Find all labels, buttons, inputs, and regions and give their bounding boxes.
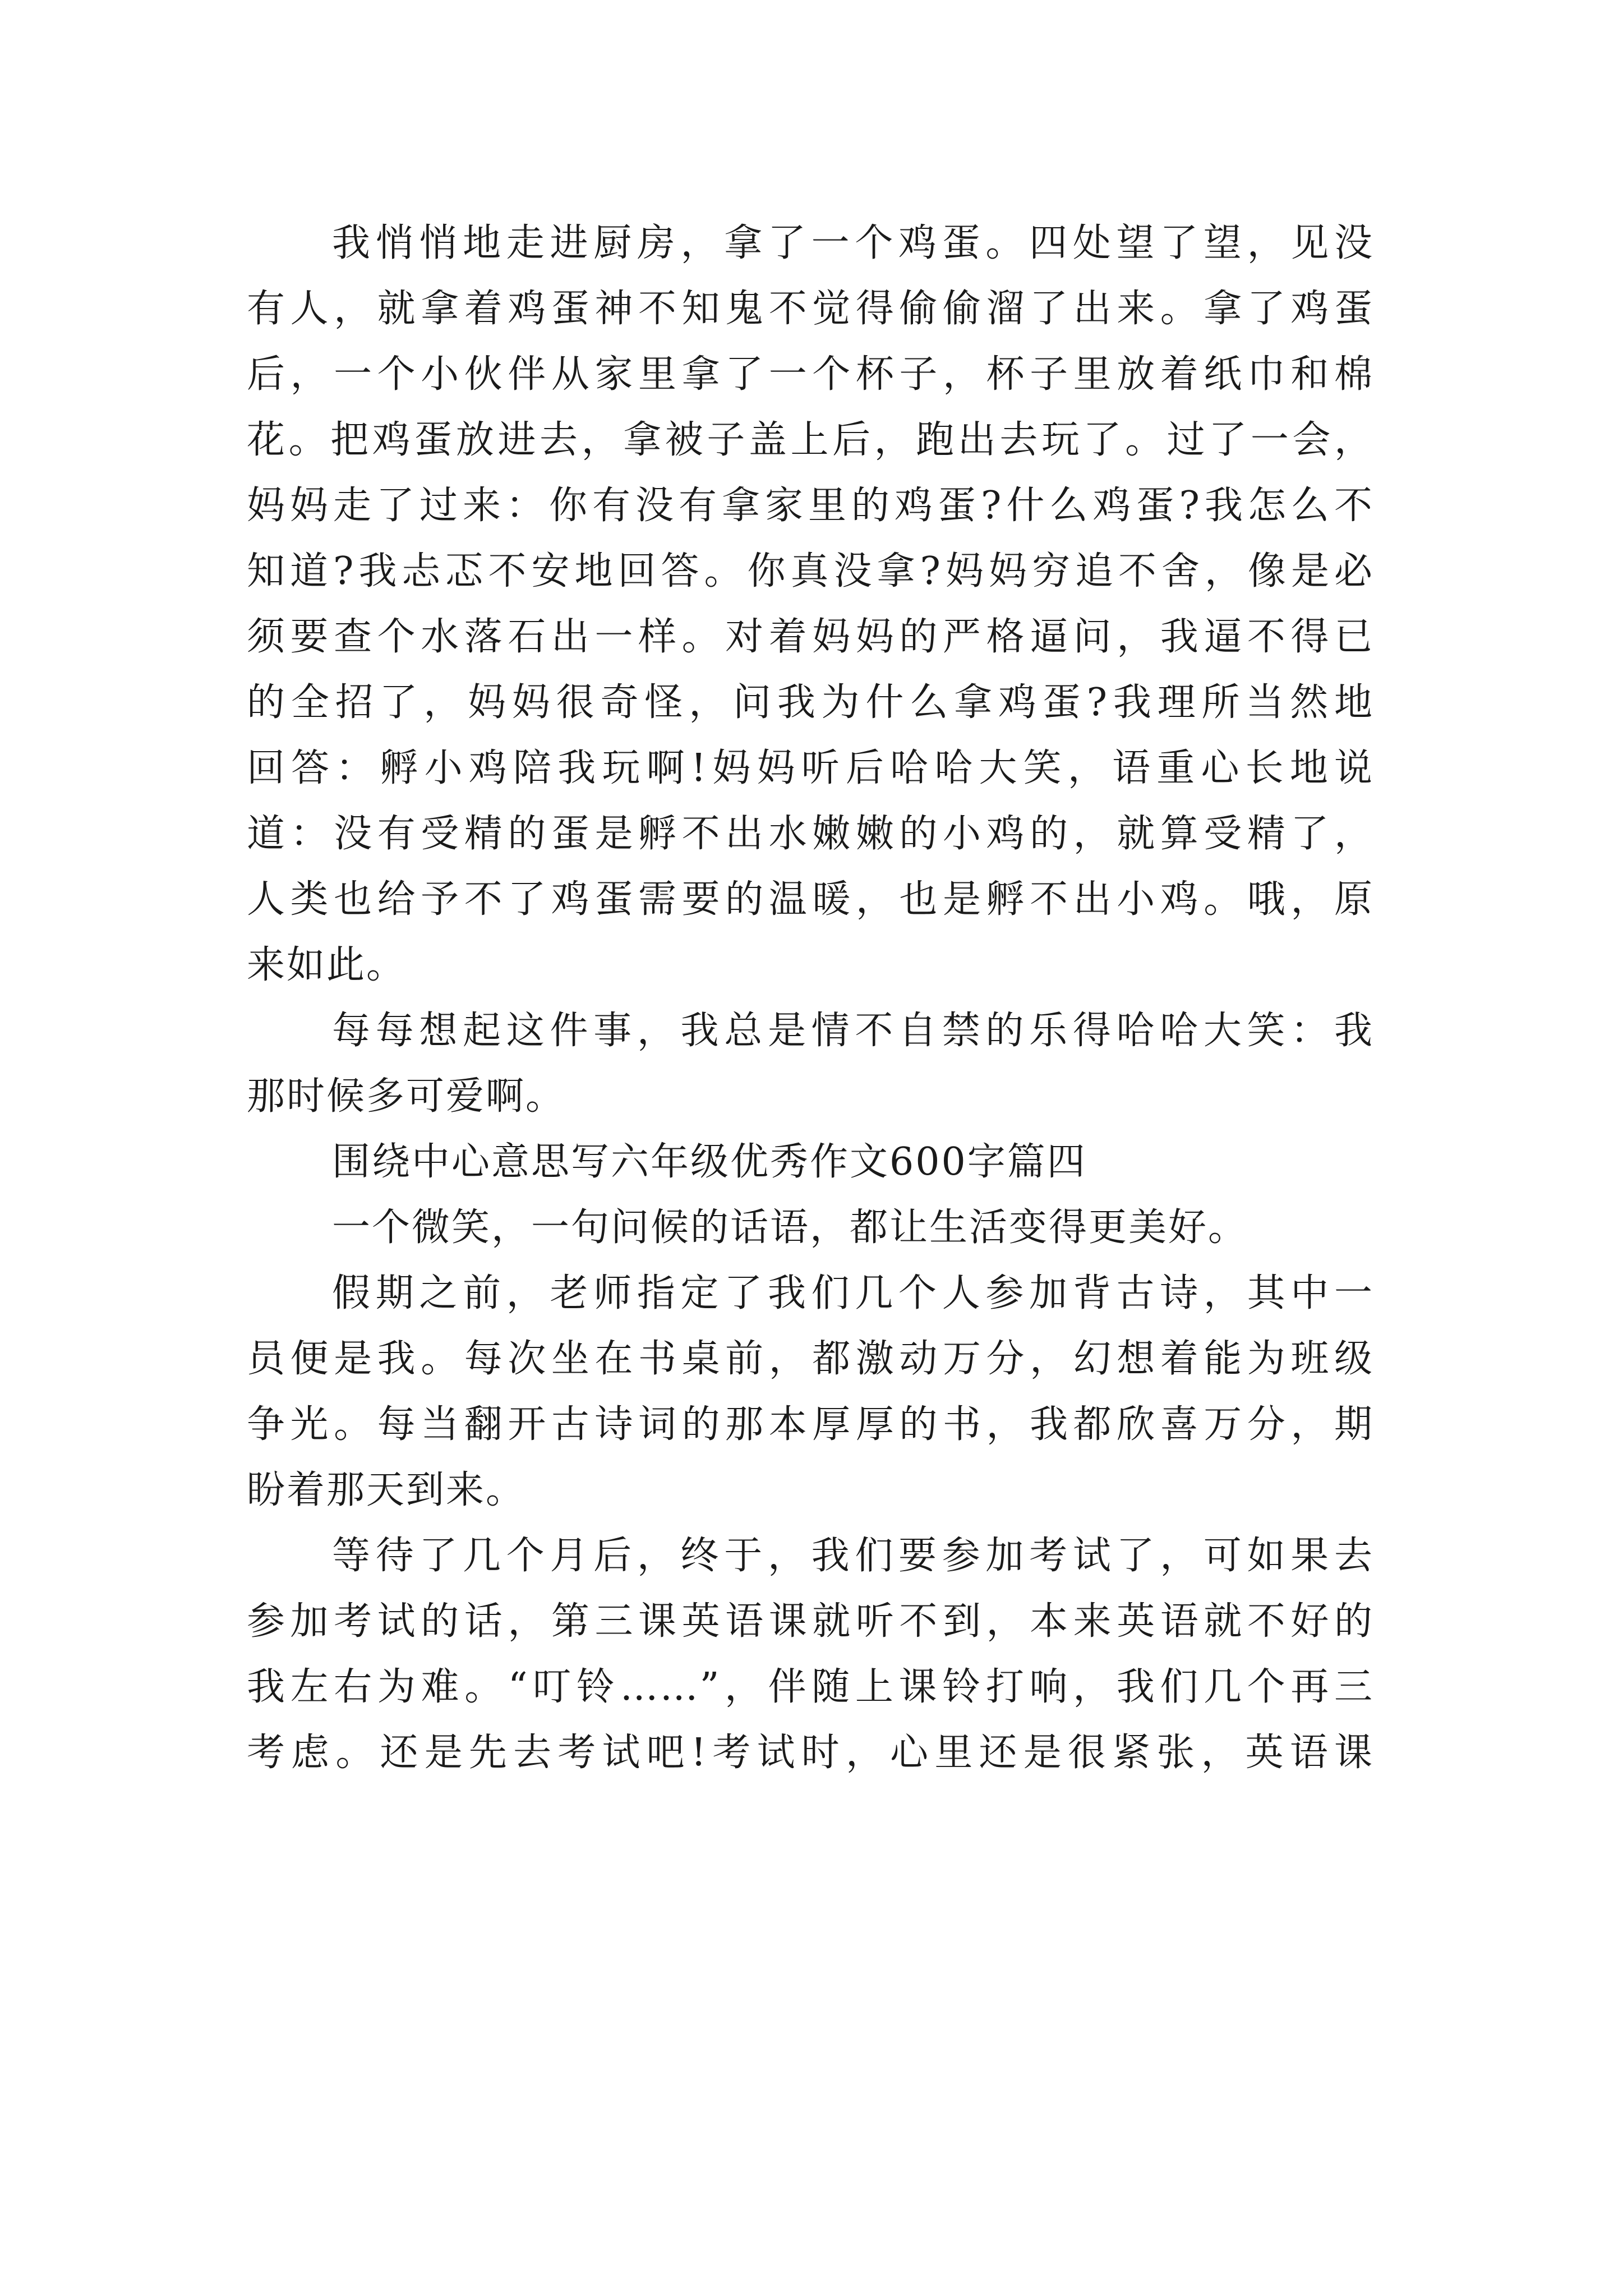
paragraph-line: 假期之前，老师指定了我们几个人参加背古诗，其中一 (332, 1271, 1374, 1315)
paragraph-line: 回答：孵小鸡陪我玩啊!妈妈听后哈哈大笑，语重心长地说 (247, 746, 1374, 790)
paragraph-line: 妈妈走了过来：你有没有拿家里的鸡蛋?什么鸡蛋?我怎么不 (247, 484, 1374, 528)
paragraph-line: 后，一个小伙伴从家里拿了一个杯子，杯子里放着纸巾和棉 (247, 352, 1374, 397)
paragraph-line: 道：没有受精的蛋是孵不出水嫩嫩的小鸡的，就算受精了， (247, 812, 1374, 856)
paragraph-line: 参加考试的话，第三课英语课就听不到，本来英语就不好的 (247, 1599, 1374, 1644)
paragraph-line: 一个微笑，一句问候的话语，都让生活变得更美好。 (332, 1205, 1248, 1250)
paragraph-line: 的全招了，妈妈很奇怪，问我为什么拿鸡蛋?我理所当然地 (247, 680, 1374, 725)
paragraph-line: 我左右为难。“叮铃……”，伴随上课铃打响，我们几个再三 (247, 1665, 1374, 1709)
paragraph-line: 花。把鸡蛋放进去，拿被子盖上后，跑出去玩了。过了一会， (247, 418, 1374, 462)
paragraph-line: 等待了几个月后，终于，我们要参加考试了，可如果去 (332, 1534, 1374, 1578)
paragraph-line: 人类也给予不了鸡蛋需要的温暖，也是孵不出小鸡。哦，原 (247, 877, 1374, 922)
paragraph-line: 我悄悄地走进厨房，拿了一个鸡蛋。四处望了望，见没 (332, 221, 1374, 265)
paragraph-line: 员便是我。每次坐在书桌前，都激动万分，幻想着能为班级 (247, 1337, 1374, 1381)
paragraph-line: 争光。每当翻开古诗词的那本厚厚的书，我都欣喜万分，期 (247, 1402, 1374, 1447)
paragraph-line: 盼着那天到来。 (247, 1468, 526, 1512)
section-heading: 围绕中心意思写六年级优秀作文600字篇四 (332, 1140, 1087, 1184)
paragraph-line: 有人，就拿着鸡蛋神不知鬼不觉得偷偷溜了出来。拿了鸡蛋 (247, 287, 1374, 331)
paragraph-line: 须要查个水落石出一样。对着妈妈的严格逼问，我逼不得已 (247, 615, 1374, 659)
document-body (247, 210, 1374, 1786)
paragraph-line: 考虑。还是先去考试吧!考试时，心里还是很紧张，英语课 (247, 1731, 1374, 1775)
paragraph-line: 每每想起这件事，我总是情不自禁的乐得哈哈大笑：我 (332, 1009, 1374, 1053)
paragraph-line: 知道?我忐忑不安地回答。你真没拿?妈妈穷追不舍，像是必 (247, 549, 1374, 593)
paragraph-line: 那时候多可爱啊。 (247, 1074, 566, 1119)
paragraph-line: 来如此。 (247, 943, 407, 987)
